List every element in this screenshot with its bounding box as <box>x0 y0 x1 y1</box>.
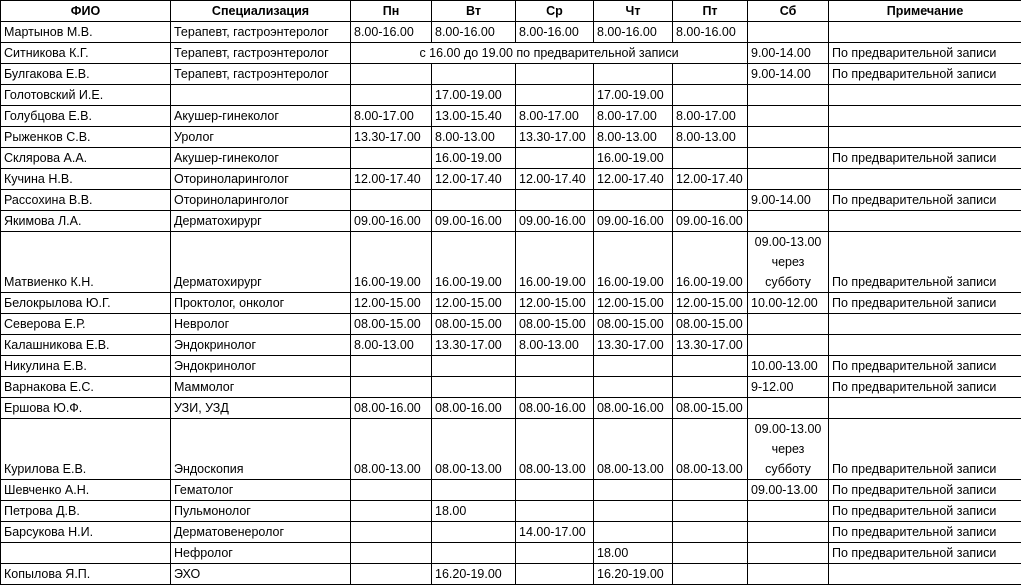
doctor-name-cell: Белокрылова Ю.Г. <box>1 293 171 314</box>
day-cell-tue: 18.00 <box>432 501 516 522</box>
day-cell-sat <box>748 564 829 585</box>
note-cell: По предварительной записи <box>829 522 1021 543</box>
note-cell <box>829 127 1021 148</box>
table-row <box>1 43 1021 64</box>
weekdays-merged-cell: с 16.00 до 19.00 по предварительной записи <box>351 43 748 64</box>
doctor-name-cell: Кучина Н.В. <box>1 169 171 190</box>
day-cell-tue: 8.00-16.00 <box>432 22 516 43</box>
note-cell: По предварительной записи <box>829 232 1021 293</box>
table-row <box>1 169 1021 190</box>
doctor-name-cell: Якимова Л.А. <box>1 211 171 232</box>
day-cell-fri <box>673 356 748 377</box>
doctor-name-cell: Матвиенко К.Н. <box>1 232 171 293</box>
day-cell-wed <box>516 85 594 106</box>
table-row <box>1 543 1021 564</box>
day-cell-fri <box>673 377 748 398</box>
note-cell: По предварительной записи <box>829 377 1021 398</box>
day-cell-sat: 9.00-14.00 <box>748 43 829 64</box>
specialization-cell: ЭХО <box>171 564 351 585</box>
day-cell-fri: 8.00-13.00 <box>673 127 748 148</box>
table-row <box>1 85 1021 106</box>
day-cell-thu: 16.00-19.00 <box>594 148 673 169</box>
doctor-name-cell: Голотовский И.Е. <box>1 85 171 106</box>
day-cell-sat <box>748 543 829 564</box>
note-cell: По предварительной записи <box>829 293 1021 314</box>
day-cell-fri: 08.00-15.00 <box>673 314 748 335</box>
specialization-cell: Терапевт, гастроэнтеролог <box>171 64 351 85</box>
day-cell-mon: 8.00-16.00 <box>351 22 432 43</box>
day-cell-sat: 09.00-13.00 через субботу <box>748 232 829 293</box>
doctor-name-cell: Варнакова Е.С. <box>1 377 171 398</box>
doctor-name-cell: Калашникова Е.В. <box>1 335 171 356</box>
table-row <box>1 127 1021 148</box>
header-sat: Сб <box>748 1 829 22</box>
specialization-cell: Дерматохирург <box>171 211 351 232</box>
day-cell-wed: 12.00-17.40 <box>516 169 594 190</box>
day-cell-thu <box>594 190 673 211</box>
day-cell-wed <box>516 543 594 564</box>
doctor-name-cell: Голубцова Е.В. <box>1 106 171 127</box>
doctor-name-cell: Шевченко А.Н. <box>1 480 171 501</box>
specialization-cell: Невролог <box>171 314 351 335</box>
header-row <box>1 1 1021 22</box>
day-cell-fri <box>673 543 748 564</box>
doctor-name-cell: Северова Е.Р. <box>1 314 171 335</box>
day-cell-wed <box>516 564 594 585</box>
specialization-cell: Уролог <box>171 127 351 148</box>
table-row <box>1 190 1021 211</box>
day-cell-mon <box>351 522 432 543</box>
table-row <box>1 564 1021 585</box>
header-mon: Пн <box>351 1 432 22</box>
day-cell-fri: 08.00-15.00 <box>673 398 748 419</box>
specialization-cell: Нефролог <box>171 543 351 564</box>
day-cell-sat <box>748 148 829 169</box>
day-cell-fri <box>673 85 748 106</box>
note-cell: По предварительной записи <box>829 543 1021 564</box>
day-cell-tue: 12.00-15.00 <box>432 293 516 314</box>
day-cell-fri <box>673 501 748 522</box>
table-row <box>1 64 1021 85</box>
specialization-cell: Эндокринолог <box>171 335 351 356</box>
day-cell-tue <box>432 522 516 543</box>
day-cell-sat <box>748 522 829 543</box>
day-cell-sat <box>748 127 829 148</box>
day-cell-thu: 18.00 <box>594 543 673 564</box>
table-row <box>1 232 1021 293</box>
day-cell-wed: 13.30-17.00 <box>516 127 594 148</box>
day-cell-tue: 08.00-15.00 <box>432 314 516 335</box>
day-cell-wed <box>516 377 594 398</box>
day-cell-thu: 09.00-16.00 <box>594 211 673 232</box>
day-cell-thu: 08.00-15.00 <box>594 314 673 335</box>
table-row <box>1 480 1021 501</box>
doctor-name-cell: Склярова А.А. <box>1 148 171 169</box>
day-cell-mon <box>351 377 432 398</box>
table-body <box>1 22 1021 585</box>
header-thu: Чт <box>594 1 673 22</box>
table-row <box>1 106 1021 127</box>
specialization-cell: Маммолог <box>171 377 351 398</box>
day-cell-sat: 10.00-12.00 <box>748 293 829 314</box>
header-fri: Пт <box>673 1 748 22</box>
doctor-name-cell: Ершова Ю.Ф. <box>1 398 171 419</box>
day-cell-thu: 17.00-19.00 <box>594 85 673 106</box>
day-cell-thu <box>594 64 673 85</box>
header-note: Примечание <box>829 1 1021 22</box>
day-cell-mon <box>351 148 432 169</box>
day-cell-fri <box>673 148 748 169</box>
day-cell-wed: 09.00-16.00 <box>516 211 594 232</box>
day-cell-tue: 12.00-17.40 <box>432 169 516 190</box>
note-cell: По предварительной записи <box>829 190 1021 211</box>
day-cell-fri: 13.30-17.00 <box>673 335 748 356</box>
doctor-name-cell: Булгакова Е.В. <box>1 64 171 85</box>
day-cell-mon <box>351 480 432 501</box>
day-cell-sat: 10.00-13.00 <box>748 356 829 377</box>
table-row <box>1 211 1021 232</box>
note-cell: По предварительной записи <box>829 419 1021 480</box>
table-row <box>1 314 1021 335</box>
specialization-cell: Акушер-гинеколог <box>171 106 351 127</box>
table-row <box>1 356 1021 377</box>
day-cell-sat <box>748 398 829 419</box>
specialization-cell: Дерматовенеролог <box>171 522 351 543</box>
day-cell-tue: 09.00-16.00 <box>432 211 516 232</box>
day-cell-mon: 08.00-16.00 <box>351 398 432 419</box>
day-cell-thu <box>594 480 673 501</box>
day-cell-thu: 08.00-16.00 <box>594 398 673 419</box>
table-row <box>1 22 1021 43</box>
day-cell-sat <box>748 106 829 127</box>
doctor-name-cell: Никулина Е.В. <box>1 356 171 377</box>
day-cell-tue: 08.00-13.00 <box>432 419 516 480</box>
header-tue: Вт <box>432 1 516 22</box>
note-cell: По предварительной записи <box>829 148 1021 169</box>
day-cell-wed: 14.00-17.00 <box>516 522 594 543</box>
day-cell-mon: 12.00-17.40 <box>351 169 432 190</box>
doctor-name-cell: Ситникова К.Г. <box>1 43 171 64</box>
header-name: ФИО <box>1 1 171 22</box>
doctor-name-cell: Барсукова Н.И. <box>1 522 171 543</box>
note-cell <box>829 169 1021 190</box>
day-cell-wed: 08.00-15.00 <box>516 314 594 335</box>
day-cell-mon: 12.00-15.00 <box>351 293 432 314</box>
note-cell <box>829 85 1021 106</box>
day-cell-thu: 12.00-15.00 <box>594 293 673 314</box>
day-cell-fri <box>673 480 748 501</box>
day-cell-wed: 08.00-13.00 <box>516 419 594 480</box>
table-row <box>1 522 1021 543</box>
doctor-name-cell: Рассохина В.В. <box>1 190 171 211</box>
note-cell <box>829 106 1021 127</box>
note-cell: По предварительной записи <box>829 480 1021 501</box>
day-cell-mon <box>351 356 432 377</box>
note-cell <box>829 335 1021 356</box>
day-cell-wed: 08.00-16.00 <box>516 398 594 419</box>
day-cell-fri: 08.00-13.00 <box>673 419 748 480</box>
day-cell-mon <box>351 543 432 564</box>
day-cell-wed: 16.00-19.00 <box>516 232 594 293</box>
table-row <box>1 148 1021 169</box>
day-cell-sat: 09.00-13.00 через субботу <box>748 419 829 480</box>
note-cell <box>829 314 1021 335</box>
table-row <box>1 293 1021 314</box>
day-cell-sat: 9-12.00 <box>748 377 829 398</box>
day-cell-mon <box>351 190 432 211</box>
day-cell-tue: 8.00-13.00 <box>432 127 516 148</box>
doctor-name-cell: Мартынов М.В. <box>1 22 171 43</box>
doctor-name-cell <box>1 543 171 564</box>
day-cell-fri <box>673 564 748 585</box>
day-cell-thu: 16.20-19.00 <box>594 564 673 585</box>
specialization-cell: Терапевт, гастроэнтеролог <box>171 22 351 43</box>
table-row <box>1 501 1021 522</box>
specialization-cell: Гематолог <box>171 480 351 501</box>
day-cell-fri: 16.00-19.00 <box>673 232 748 293</box>
note-cell: По предварительной записи <box>829 43 1021 64</box>
day-cell-fri: 12.00-17.40 <box>673 169 748 190</box>
day-cell-mon <box>351 501 432 522</box>
note-cell: По предварительной записи <box>829 64 1021 85</box>
note-cell: По предварительной записи <box>829 501 1021 522</box>
day-cell-thu: 8.00-16.00 <box>594 22 673 43</box>
day-cell-tue: 17.00-19.00 <box>432 85 516 106</box>
day-cell-sat <box>748 22 829 43</box>
day-cell-fri: 8.00-17.00 <box>673 106 748 127</box>
day-cell-tue <box>432 377 516 398</box>
specialization-cell: Эндокринолог <box>171 356 351 377</box>
specialization-cell: Акушер-гинеколог <box>171 148 351 169</box>
day-cell-sat <box>748 211 829 232</box>
day-cell-thu: 8.00-17.00 <box>594 106 673 127</box>
note-cell <box>829 564 1021 585</box>
day-cell-sat: 9.00-14.00 <box>748 190 829 211</box>
note-cell <box>829 211 1021 232</box>
specialization-cell: Проктолог, онколог <box>171 293 351 314</box>
day-cell-mon <box>351 85 432 106</box>
day-cell-tue: 16.00-19.00 <box>432 148 516 169</box>
day-cell-fri <box>673 522 748 543</box>
day-cell-thu <box>594 377 673 398</box>
day-cell-tue <box>432 480 516 501</box>
day-cell-sat <box>748 335 829 356</box>
specialization-cell: Оториноларинголог <box>171 169 351 190</box>
doctor-name-cell: Курилова Е.В. <box>1 419 171 480</box>
doctor-name-cell: Копылова Я.П. <box>1 564 171 585</box>
specialization-cell: Терапевт, гастроэнтеролог <box>171 43 351 64</box>
day-cell-mon: 16.00-19.00 <box>351 232 432 293</box>
day-cell-tue: 13.00-15.40 <box>432 106 516 127</box>
day-cell-mon <box>351 64 432 85</box>
day-cell-thu <box>594 522 673 543</box>
day-cell-thu <box>594 356 673 377</box>
day-cell-wed: 8.00-13.00 <box>516 335 594 356</box>
day-cell-tue <box>432 64 516 85</box>
note-cell <box>829 398 1021 419</box>
day-cell-thu: 16.00-19.00 <box>594 232 673 293</box>
day-cell-tue: 16.20-19.00 <box>432 564 516 585</box>
day-cell-fri: 09.00-16.00 <box>673 211 748 232</box>
day-cell-sat <box>748 501 829 522</box>
day-cell-wed <box>516 148 594 169</box>
day-cell-tue <box>432 190 516 211</box>
day-cell-tue: 16.00-19.00 <box>432 232 516 293</box>
day-cell-tue <box>432 543 516 564</box>
day-cell-wed <box>516 480 594 501</box>
table-row <box>1 398 1021 419</box>
day-cell-wed: 12.00-15.00 <box>516 293 594 314</box>
day-cell-mon: 8.00-13.00 <box>351 335 432 356</box>
day-cell-thu: 12.00-17.40 <box>594 169 673 190</box>
doctor-name-cell: Рыженков С.В. <box>1 127 171 148</box>
table-row <box>1 335 1021 356</box>
day-cell-sat <box>748 169 829 190</box>
day-cell-tue <box>432 356 516 377</box>
day-cell-wed: 8.00-16.00 <box>516 22 594 43</box>
day-cell-thu: 13.30-17.00 <box>594 335 673 356</box>
day-cell-tue: 08.00-16.00 <box>432 398 516 419</box>
day-cell-sat <box>748 85 829 106</box>
table-row <box>1 377 1021 398</box>
specialization-cell: Дерматохирург <box>171 232 351 293</box>
day-cell-sat <box>748 314 829 335</box>
specialization-cell: Пульмонолог <box>171 501 351 522</box>
day-cell-wed <box>516 356 594 377</box>
day-cell-mon <box>351 564 432 585</box>
specialization-cell: Эндоскопия <box>171 419 351 480</box>
day-cell-thu: 08.00-13.00 <box>594 419 673 480</box>
day-cell-fri <box>673 64 748 85</box>
note-cell <box>829 22 1021 43</box>
day-cell-wed <box>516 190 594 211</box>
day-cell-fri: 12.00-15.00 <box>673 293 748 314</box>
day-cell-wed <box>516 501 594 522</box>
header-wed: Ср <box>516 1 594 22</box>
day-cell-mon: 08.00-13.00 <box>351 419 432 480</box>
day-cell-thu: 8.00-13.00 <box>594 127 673 148</box>
day-cell-sat: 9.00-14.00 <box>748 64 829 85</box>
specialization-cell <box>171 85 351 106</box>
day-cell-mon: 09.00-16.00 <box>351 211 432 232</box>
day-cell-fri <box>673 190 748 211</box>
specialization-cell: УЗИ, УЗД <box>171 398 351 419</box>
specialization-cell: Оториноларинголог <box>171 190 351 211</box>
day-cell-mon: 08.00-15.00 <box>351 314 432 335</box>
day-cell-mon: 8.00-17.00 <box>351 106 432 127</box>
note-cell: По предварительной записи <box>829 356 1021 377</box>
day-cell-sat: 09.00-13.00 <box>748 480 829 501</box>
day-cell-mon: 13.30-17.00 <box>351 127 432 148</box>
day-cell-wed: 8.00-17.00 <box>516 106 594 127</box>
header-specialization: Специализация <box>171 1 351 22</box>
day-cell-fri: 8.00-16.00 <box>673 22 748 43</box>
table-row <box>1 419 1021 480</box>
day-cell-wed <box>516 64 594 85</box>
day-cell-tue: 13.30-17.00 <box>432 335 516 356</box>
doctor-name-cell: Петрова Д.В. <box>1 501 171 522</box>
day-cell-thu <box>594 501 673 522</box>
